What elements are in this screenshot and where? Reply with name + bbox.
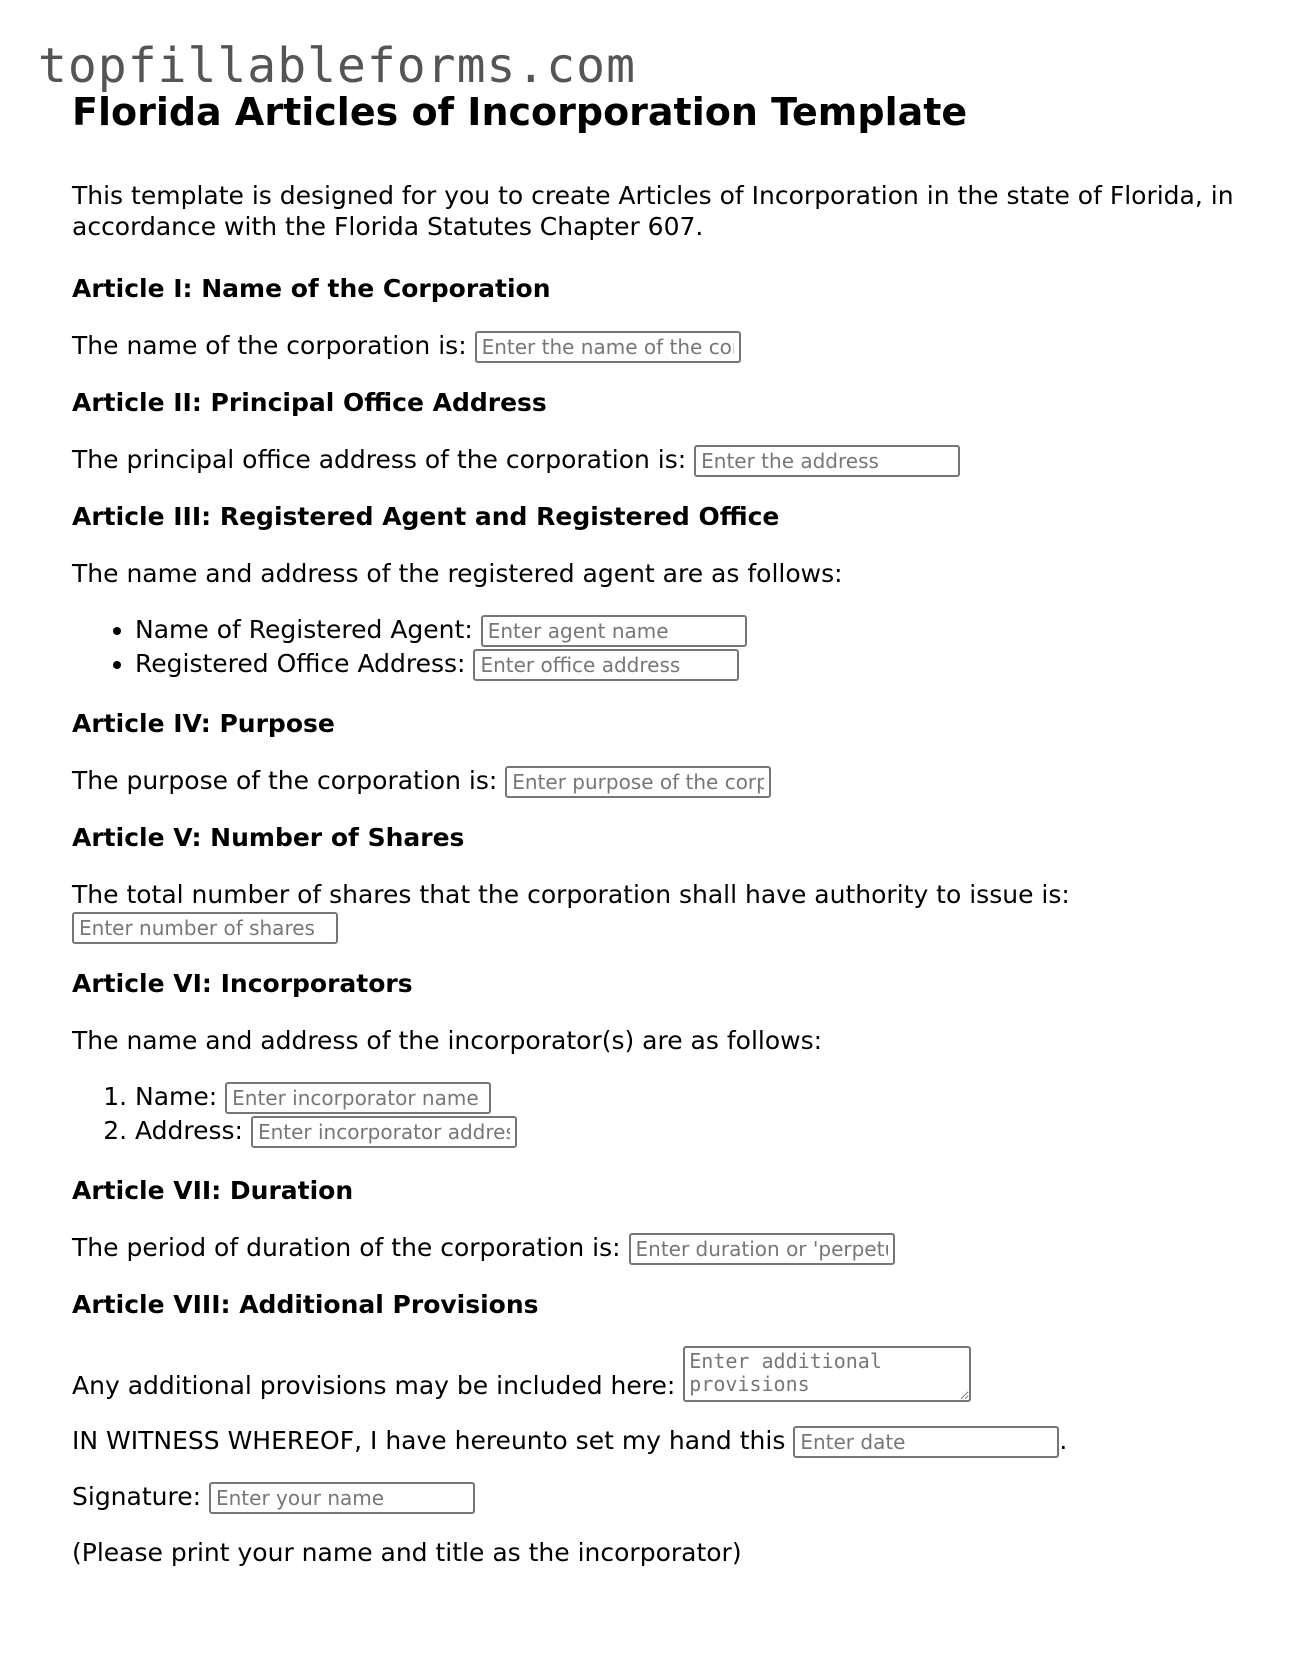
- witness-line: [72, 1425, 1242, 1458]
- incorporator-name-label: Name:: [135, 1082, 218, 1111]
- incorporator-address-label: Address:: [135, 1116, 243, 1145]
- article-7-line: [72, 1232, 1242, 1265]
- shares-input[interactable]: [72, 912, 338, 944]
- article-7-text: The period of duration of the corporation is:: [72, 1233, 621, 1262]
- office-address-input[interactable]: [473, 649, 739, 681]
- principal-address-input[interactable]: [694, 445, 960, 477]
- article-3-text: The name and address of the registered agent are as follows:: [72, 559, 843, 588]
- incorporator-name-input[interactable]: [225, 1082, 491, 1114]
- article-1-text: The name of the corporation is:: [72, 331, 467, 360]
- form-page: [72, 86, 1242, 1592]
- article-4-text: The purpose of the corporation is:: [72, 766, 498, 795]
- article-5-line: [72, 879, 1242, 944]
- witness-period: .: [1059, 1426, 1068, 1455]
- article-6-heading: Article VI: Incorporators: [72, 969, 413, 998]
- article-2-text: The principal office address of the corporation is:: [72, 445, 687, 474]
- intro-text: This template is designed for you to create Articles of Incorporation in the state of Florida, in accordance with the Florida Statutes Chapter 607.: [72, 181, 1234, 241]
- purpose-input[interactable]: [505, 766, 771, 798]
- duration-input[interactable]: [629, 1233, 895, 1265]
- article-1-heading: Article I: Name of the Corporation: [72, 274, 551, 303]
- watermark: topfillableforms.com: [38, 38, 636, 94]
- list-item: [135, 1080, 1242, 1114]
- signature-line: [72, 1481, 1242, 1514]
- signature-input[interactable]: [209, 1482, 475, 1514]
- list-item: [135, 1114, 1242, 1148]
- article-5-text: The total number of shares that the corporation shall have authority to issue is:: [72, 880, 1070, 909]
- signature-label: Signature:: [72, 1482, 202, 1511]
- article-2-heading: Article II: Principal Office Address: [72, 388, 547, 417]
- article-8-heading: Article VIII: Additional Provisions: [72, 1290, 539, 1319]
- incorporator-address-input[interactable]: [251, 1116, 517, 1148]
- article-8-line: [72, 1346, 1242, 1402]
- article-3-heading: Article III: Registered Agent and Registered Office: [72, 502, 780, 531]
- article-1-line: [72, 330, 1242, 363]
- witness-text: IN WITNESS WHEREOF, I have hereunto set my hand this: [72, 1426, 786, 1455]
- additional-provisions-textarea[interactable]: [683, 1346, 971, 1402]
- office-address-label: Registered Office Address:: [135, 649, 466, 678]
- incorporators-list: [72, 1080, 1242, 1148]
- date-input[interactable]: [793, 1426, 1059, 1458]
- agent-name-label: Name of Registered Agent:: [135, 615, 473, 644]
- article-6-text: The name and address of the incorporator(s) are as follows:: [72, 1026, 823, 1055]
- article-8-text: Any additional provisions may be included here:: [72, 1371, 676, 1400]
- page-title: Florida Articles of Incorporation Template: [72, 90, 968, 134]
- corporation-name-input[interactable]: [475, 331, 741, 363]
- registered-agent-list: [72, 613, 1242, 681]
- list-item: [135, 647, 1242, 681]
- agent-name-input[interactable]: [481, 615, 747, 647]
- article-4-line: [72, 765, 1242, 798]
- signature-note: (Please print your name and title as the incorporator): [72, 1538, 742, 1567]
- article-4-heading: Article IV: Purpose: [72, 709, 335, 738]
- article-2-line: [72, 444, 1242, 477]
- article-7-heading: Article VII: Duration: [72, 1176, 354, 1205]
- list-item: [135, 613, 1242, 647]
- article-5-heading: Article V: Number of Shares: [72, 823, 465, 852]
